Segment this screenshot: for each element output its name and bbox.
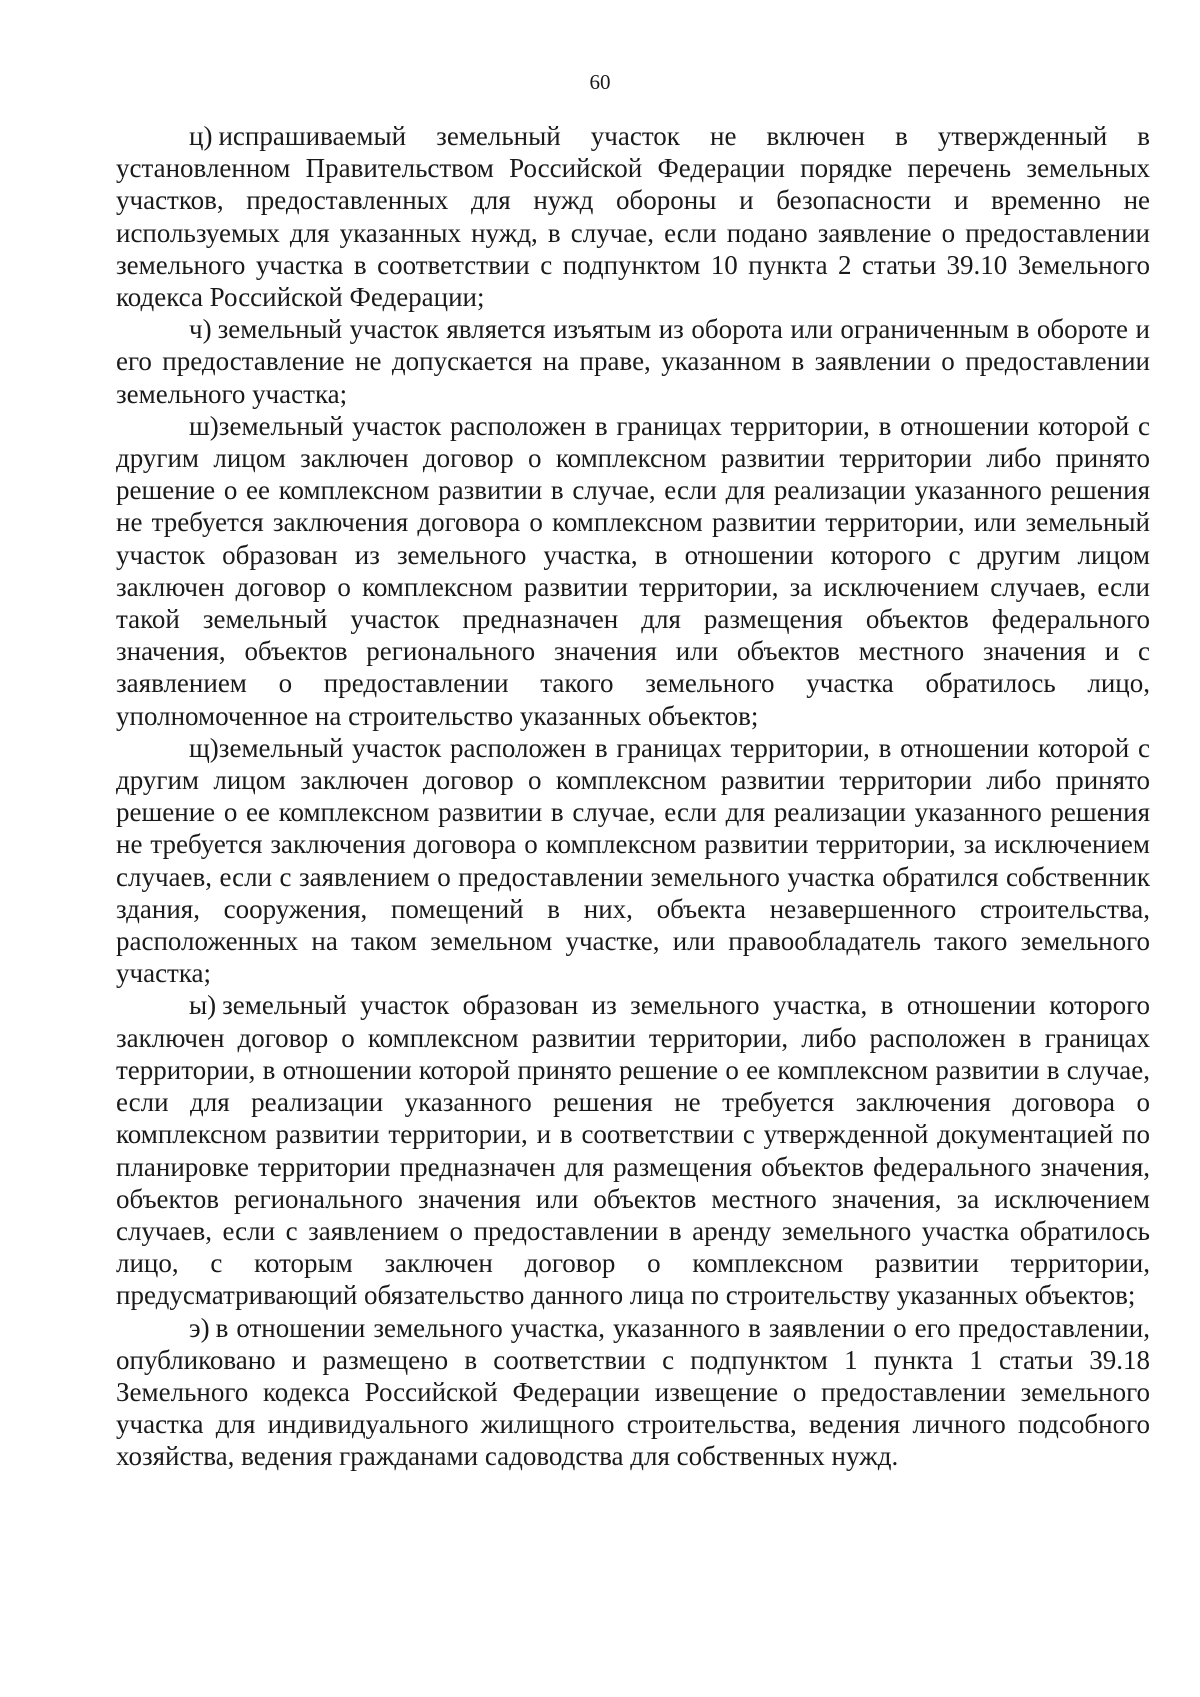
paragraph-e xyxy=(116,1312,1150,1473)
paragraph-text: в отношении земельного участка, указанного в заявлении о его предоставлении, опубликовано и размещено в соответствии с подпунктом 1 пункта 1 статьи 39.18 Земельного кодекса Российской Федерации извещение о предоставлении земельного участка для индивидуального жилищного строительства, ведения личного подсобного хозяйства, ведения гражданами садоводства для собственных нужд. xyxy=(116,1312,1150,1472)
page-number: 60 xyxy=(589,70,611,94)
paragraph-marker: ш) xyxy=(189,410,219,441)
paragraph-ch xyxy=(116,313,1150,410)
paragraph-text: земельный участок расположен в границах территории, в отношении которой с другим лицом заключен договор о комплексном развитии территории либо принято решение о ее комплексном развитии в случае, если для реализации указанного решения не требуется заключения договора о комплексном развитии территории, или земельный участок образован из земельного участка, в отношении которого с другим лицом заключен договор о комплексном развитии территории, за исключением случаев, если такой земельный участок предназначен для размещения объектов федерального значения, объектов регионального значения или объектов местного значения и с заявлением о предоставлении такого земельного участка обратилось лицо, уполномоченное на строительство указанных объектов; xyxy=(116,410,1150,731)
paragraph-shch xyxy=(116,732,1150,990)
paragraph-text: земельный участок расположен в границах территории, в отношении которой с другим лицом заключен договор о комплексном развитии территории либо принято решение о ее комплексном развитии в случае, если для реализации указанного решения не требуется заключения договора о комплексном развитии территории, за исключением случаев, если с заявлением о предоставлении земельного участка обратился собственник здания, сооружения, помещений в них, объекта незавершенного строительства, расположенных на таком земельном участке, или правообладатель такого земельного участка; xyxy=(116,732,1150,989)
paragraph-text: земельный участок образован из земельного участка, в отношении которого заключен договор о комплексном развитии территории, либо расположен в границах территории, в отношении которой принято решение о ее комплексном развитии в случае, если для реализации указанного решения не требуется заключения договора о комплексном развитии территории, и в соответствии с утвержденной документацией по планировке территории предназначен для размещения объектов федерального значения, объектов регионального значения или объектов местного значения, за исключением случаев, если с заявлением о предоставлении в аренду земельного участка обратилось лицо, с которым заключен договор о комплексном развитии территории, предусматривающий обязательство данного лица по строительству указанных объектов; xyxy=(116,990,1150,1311)
paragraph-text: испрашиваемый земельный участок не включен в утвержденный в установленном Правительством Российской Федерации порядке перечень земельных участков, предоставленных для нужд обороны и безопасности и временно не используемых для указанных нужд, в случае, если подано заявление о предоставлении земельного участка в соответствии с подпунктом 10 пункта 2 статьи 39.10 Земельного кодекса Российской Федерации; xyxy=(116,121,1150,313)
paragraph-marker: щ) xyxy=(189,732,219,763)
paragraph-marker: ч) xyxy=(189,314,212,345)
paragraph-marker: э) xyxy=(189,1312,210,1343)
paragraph-marker: ц) xyxy=(189,121,213,151)
paragraph-text: земельный участок является изъятым из оборота или ограниченным в обороте и его предоставление не допускается на праве, указанном в заявлении о предоставлении земельного участка; xyxy=(116,314,1150,409)
document-body xyxy=(116,120,1150,1473)
paragraph-ts xyxy=(116,120,1150,313)
paragraph-marker: ы) xyxy=(189,990,217,1021)
paragraph-y xyxy=(116,989,1150,1311)
paragraph-sh xyxy=(116,410,1150,732)
